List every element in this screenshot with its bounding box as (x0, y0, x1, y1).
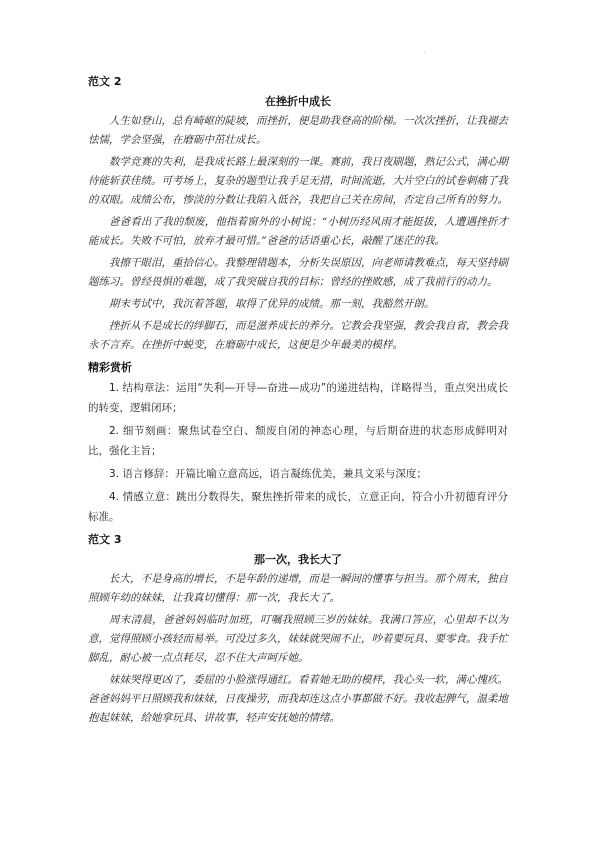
essay3-title: 那一次，我长大了 (254, 553, 342, 566)
essay2-paragraph: 人生如登山，总有崎岖的陡坡，而挫折，便是助我登高的阶梯。一次次挫折，让我褪去怯懦，学会坚强，在磨砺中茁壮成长。 (88, 115, 508, 146)
essay3-paragraph: 周末清晨，爸爸妈妈临时加班，叮嘱我照顾三岁的妹妹。我满口答应，心里却不以为意，觉得照顾小孩轻而易举。可没过多久，妹妹就哭闹不止，吵着要玩具、要零食。我手忙脚乱，耐心被一点点耗尽，忍不住大声呵斥她。 (88, 614, 508, 664)
essay2-paragraph: 期末考试中，我沉着答题，取得了优异的成绩。那一刻，我豁然开朗。 (109, 298, 435, 310)
essay2-paragraph: 数学竞赛的失利，是我成长路上最深刻的一课。赛前，我日夜刷题，熟记公式，满心期待能斩获佳绩。可考场上，复杂的题型让我手足无措，时间流逝，大片空白的试卷刺痛了我的双眼。成绩公布，惨淡的分数让我陷入低谷，我把自己关在房间，否定自己所有的努力。 (88, 156, 508, 206)
appreciation-item: 1. 结构章法：运用“失利—开导—奋进—成功”的递进结构，详略得当，重点突出成长的转变，逻辑闭环； (88, 382, 508, 414)
appreciation-label: 精彩赏析 (88, 361, 132, 374)
essay3-paragraph: 妹妹哭得更凶了，委屈的小脸涨得通红。看着她无助的模样，我心头一软，满心愧疚。爸爸妈妈平日照顾我和妹妹，日夜操劳，而我却连这点小事都做不好。我收起脾气，温柔地抱起妹妹，给她拿玩具、讲故事，轻声安抚她的情绪。 (88, 674, 508, 724)
essay2-label: 范文 2 (88, 75, 122, 88)
essay3-paragraph: 长大，不是身高的增长，不是年龄的递增，而是一瞬间的懂事与担当。那个周末，独自照顾年幼的妹妹，让我真切懂得：那一次，我长大了。 (88, 573, 508, 604)
appreciation-item: 2. 细节刻画：聚焦试卷空白、颓废自闭的神态心理，与后期奋进的状态形成鲜明对比，强化主旨； (88, 425, 508, 457)
essay3-label: 范文 3 (88, 533, 122, 546)
essay2-paragraph: 挫折从不是成长的绊脚石，而是滋养成长的养分。它教会我坚强，教会我自省，教会我永不言弃。在挫折中蜕变，在磨砺中成长，这便是少年最美的模样。 (88, 320, 508, 351)
document-page (88, 72, 508, 731)
appreciation-item: 3. 语言修辞：开篇比喻立意高远，语言凝练优美，兼具文采与深度； (109, 468, 427, 480)
page-mark: · (424, 50, 426, 57)
essay2-paragraph: 我擦干眼泪，重拾信心。我整理错题本，分析失误原因，向老师请教难点，每天坚持刷题练习。曾经畏惧的难题，成了我突破自我的目标；曾经的挫败感，成了我前行的动力。 (88, 257, 508, 288)
essay2-title: 在挫折中成长 (265, 95, 331, 108)
essay2-paragraph: 爸爸看出了我的颓废，他指着窗外的小树说：“小树历经风雨才能挺拔，人遭遇挫折才能成长。失败不可怕，放弃才最可惜。”爸爸的话语重心长，敲醒了迷茫的我。 (88, 216, 508, 247)
appreciation-item: 4. 情感立意：跳出分数得失，聚焦挫折带来的成长，立意正向，符合小升初德育评分标准。 (88, 491, 508, 523)
